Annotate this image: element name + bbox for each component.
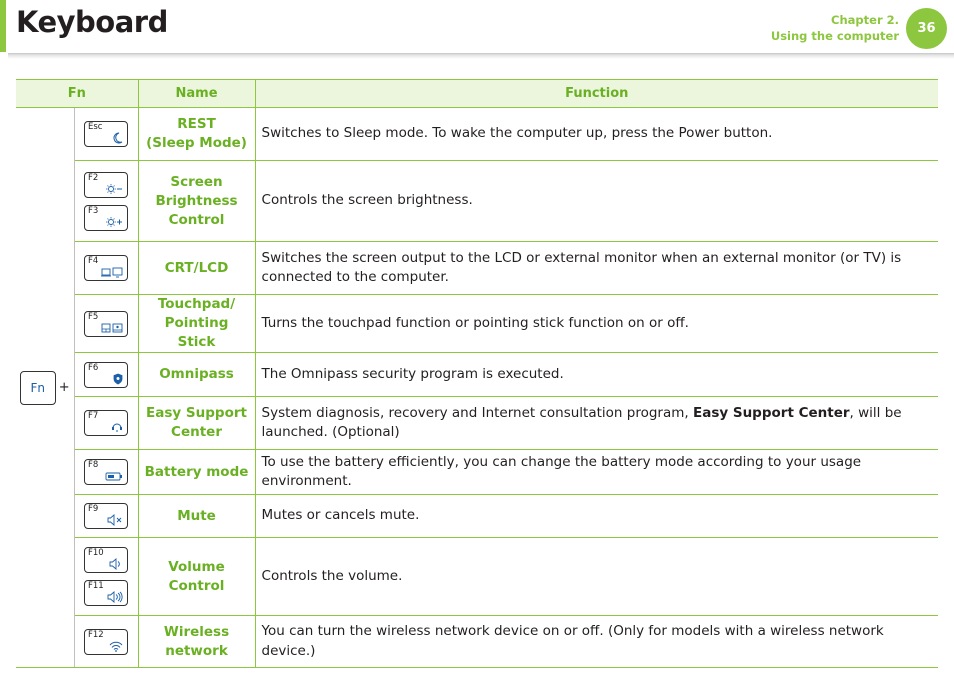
key-cell xyxy=(74,616,138,668)
key-cell xyxy=(74,353,138,397)
moon-icon xyxy=(113,132,123,144)
touchpad-icon xyxy=(101,323,123,334)
name-cell: Omnipass xyxy=(138,353,255,397)
name-cell: CRT/LCD xyxy=(138,242,255,295)
table-row xyxy=(16,495,938,538)
key-cell xyxy=(74,161,138,242)
table-row xyxy=(16,242,938,295)
brightness-down-icon xyxy=(105,183,123,195)
table-header-row xyxy=(16,80,938,108)
table-row xyxy=(16,108,938,161)
table-row xyxy=(16,538,938,616)
table-row xyxy=(16,353,938,397)
function-key-table xyxy=(16,79,938,668)
table-row xyxy=(16,161,938,242)
f8-key: F8 xyxy=(84,459,128,485)
f10-key: F10 xyxy=(84,547,128,573)
f9-key: F9 xyxy=(84,503,128,529)
key-cell xyxy=(74,450,138,495)
function-cell: Switches to Sleep mode. To wake the computer up, press the Power button. xyxy=(255,108,938,161)
function-cell: Turns the touchpad function or pointing stick function on or off. xyxy=(255,295,938,353)
mute-icon xyxy=(107,514,123,526)
display-switch-icon xyxy=(101,267,123,278)
function-cell: To use the battery efficiently, you can change the battery mode according to your usage environment. xyxy=(255,450,938,495)
name-cell: Volume Control xyxy=(138,538,255,616)
function-cell: You can turn the wireless network device on or off. (Only for models with a wireless network device.) xyxy=(255,616,938,668)
key-cell xyxy=(74,397,138,450)
name-cell xyxy=(138,108,255,161)
function-cell: Switches the screen output to the LCD or external monitor when an external monitor (or TV) is connected to the computer. xyxy=(255,242,938,295)
support-icon xyxy=(111,421,123,433)
key-cell xyxy=(74,108,138,161)
name-cell: Easy Support Center xyxy=(138,397,255,450)
battery-icon xyxy=(105,471,123,482)
chapter-section: Using the computer xyxy=(770,29,899,43)
fn-key-cell xyxy=(16,108,74,668)
table-row xyxy=(16,397,938,450)
f11-key: F11 xyxy=(84,580,128,606)
name-cell: Mute xyxy=(138,495,255,538)
name-cell: Wireless network xyxy=(138,616,255,668)
header-divider xyxy=(8,53,954,59)
f2-key: F2 xyxy=(84,172,128,198)
wireless-icon xyxy=(109,640,123,652)
table-row xyxy=(16,450,938,495)
key-cell xyxy=(74,538,138,616)
table-row xyxy=(16,295,938,353)
function-cell: System diagnosis, recovery and Internet consultation program, Easy Support Center, will be launched. (Optional) xyxy=(255,397,938,450)
f4-key: F4 xyxy=(84,255,128,281)
esc-key: Esc xyxy=(84,121,128,147)
column-header-fn: Fn xyxy=(16,80,138,108)
function-cell: Mutes or cancels mute. xyxy=(255,495,938,538)
program-name: Easy Support Center xyxy=(692,404,850,421)
volume-up-icon xyxy=(107,591,123,603)
key-cell xyxy=(74,295,138,353)
row-name: REST (Sleep Mode) xyxy=(146,116,247,151)
page-title: Keyboard xyxy=(16,5,168,39)
chapter-number: Chapter 2. xyxy=(831,13,899,27)
column-header-function: Function xyxy=(255,80,938,108)
function-cell: The Omnipass security program is executed. xyxy=(255,353,938,397)
column-header-name: Name xyxy=(138,80,255,108)
page-number-badge: 36 xyxy=(906,8,947,49)
f12-key: F12 xyxy=(84,629,128,655)
function-cell: Controls the volume. xyxy=(255,538,938,616)
key-cell xyxy=(74,495,138,538)
key-cell xyxy=(74,242,138,295)
function-cell: Controls the screen brightness. xyxy=(255,161,938,242)
volume-down-icon xyxy=(109,558,123,570)
name-cell: Screen Brightness Control xyxy=(138,161,255,242)
f6-key: F6 xyxy=(84,362,128,388)
f3-key: F3 xyxy=(84,205,128,231)
fn-key: Fn xyxy=(20,371,56,405)
accent-bar xyxy=(0,0,6,52)
chapter-label xyxy=(771,12,899,44)
name-cell: Battery mode xyxy=(138,450,255,495)
f7-key: F7 xyxy=(84,410,128,436)
table-row xyxy=(16,616,938,668)
shield-icon xyxy=(113,373,123,385)
name-cell: Touchpad/ Pointing Stick xyxy=(138,295,255,353)
brightness-up-icon xyxy=(105,216,123,228)
plus-sign: + xyxy=(58,380,70,395)
f5-key: F5 xyxy=(84,311,128,337)
